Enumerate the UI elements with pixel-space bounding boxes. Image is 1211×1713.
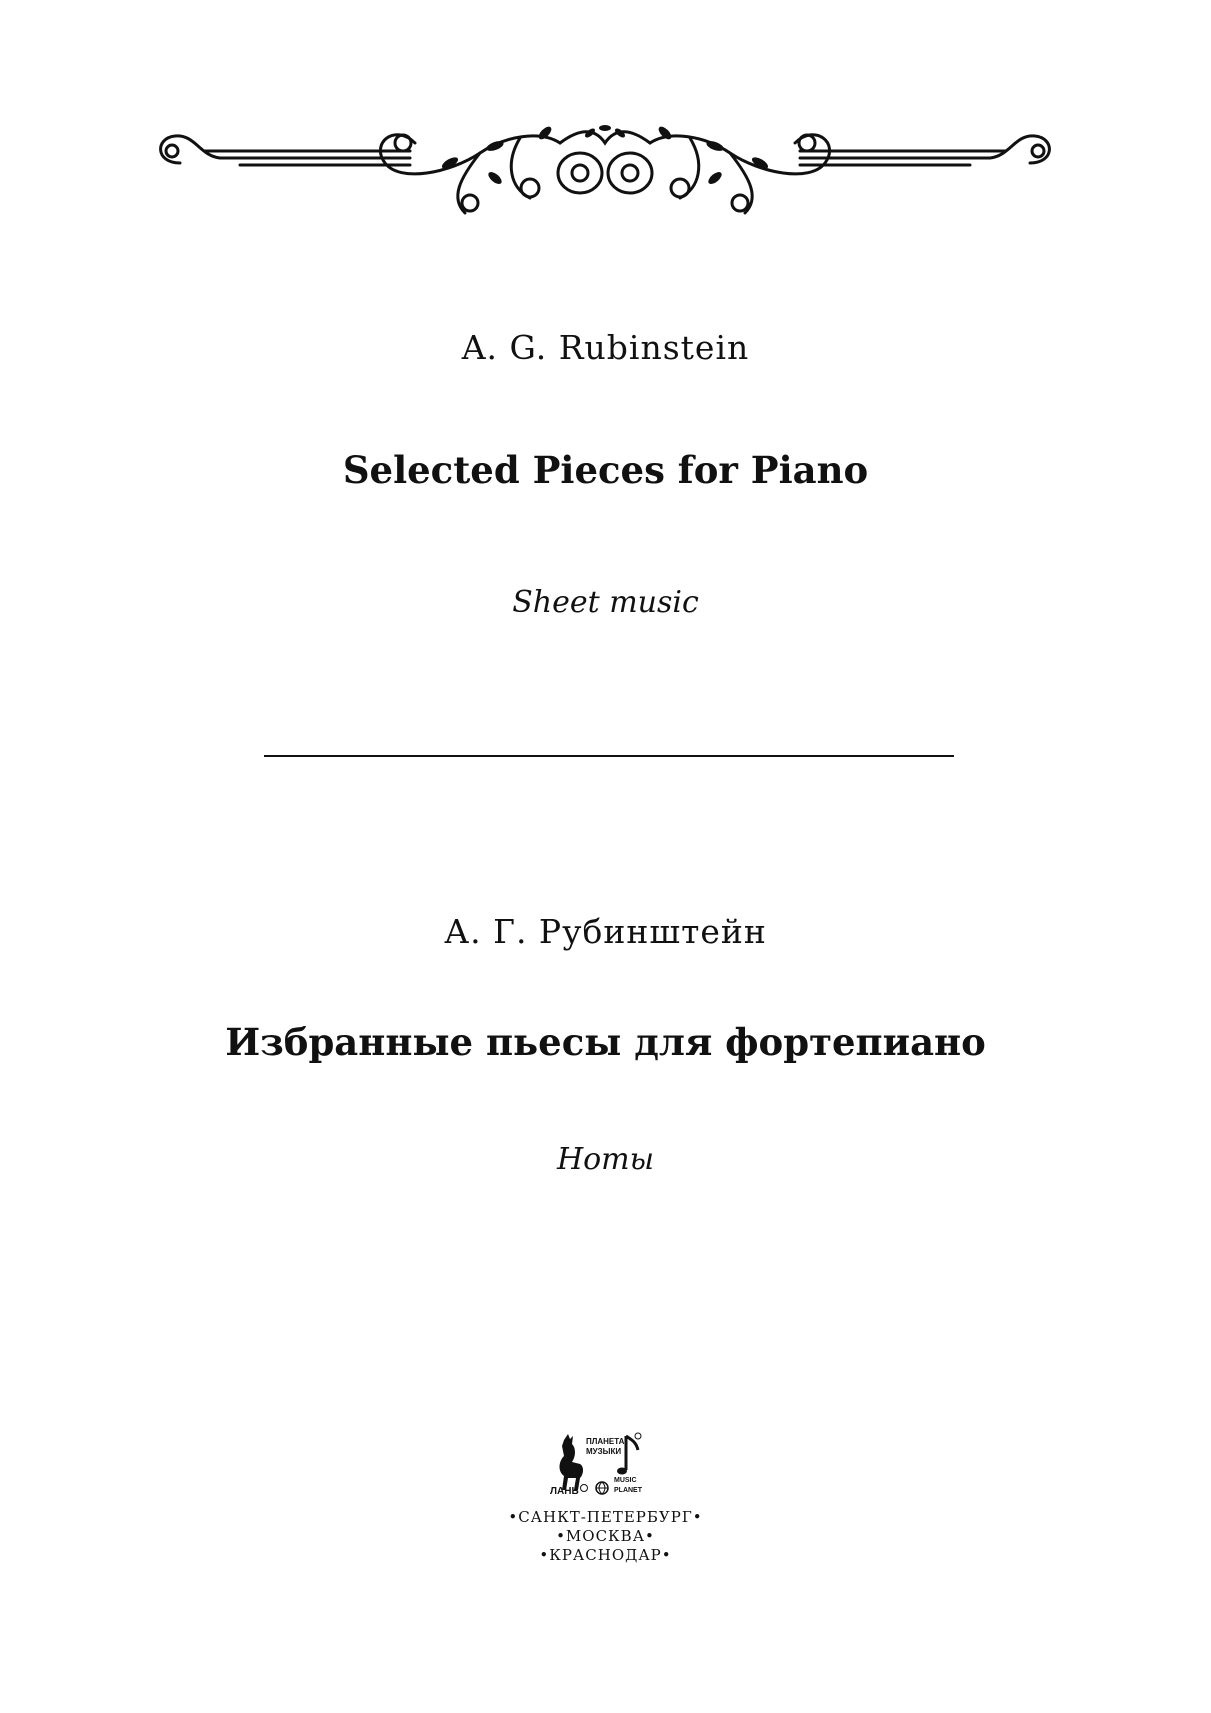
author-name-russian: А. Г. Рубинштейн (444, 912, 767, 951)
horizontal-divider (264, 755, 954, 757)
logo-text-planeta: ПЛАНЕТА (586, 1437, 625, 1446)
logo-text-lan: ЛАНЬ (550, 1486, 579, 1497)
publisher-city-krasnodar: •КРАСНОДАР• (539, 1546, 672, 1564)
publisher-city-moscow: •МОСКВА• (556, 1527, 655, 1545)
title-russian: Избранные пьесы для фортепиано (225, 1020, 986, 1064)
logo-text-planet: PLANET (614, 1487, 642, 1494)
decorative-ornament (150, 118, 1060, 228)
subtitle-russian: Ноты (556, 1142, 655, 1177)
title-english: Selected Pieces for Piano (342, 448, 869, 492)
publisher-city-saint-petersburg: •САНКТ-ПЕТЕРБУРГ• (508, 1508, 703, 1526)
author-name-english: A. G. Rubinstein (461, 328, 750, 367)
logo-text-music: MUSIC (614, 1477, 637, 1484)
subtitle-english: Sheet music (512, 585, 699, 620)
publisher-logo-icon (546, 1430, 666, 1500)
logo-text-muzyki: МУЗЫКИ (586, 1447, 622, 1456)
